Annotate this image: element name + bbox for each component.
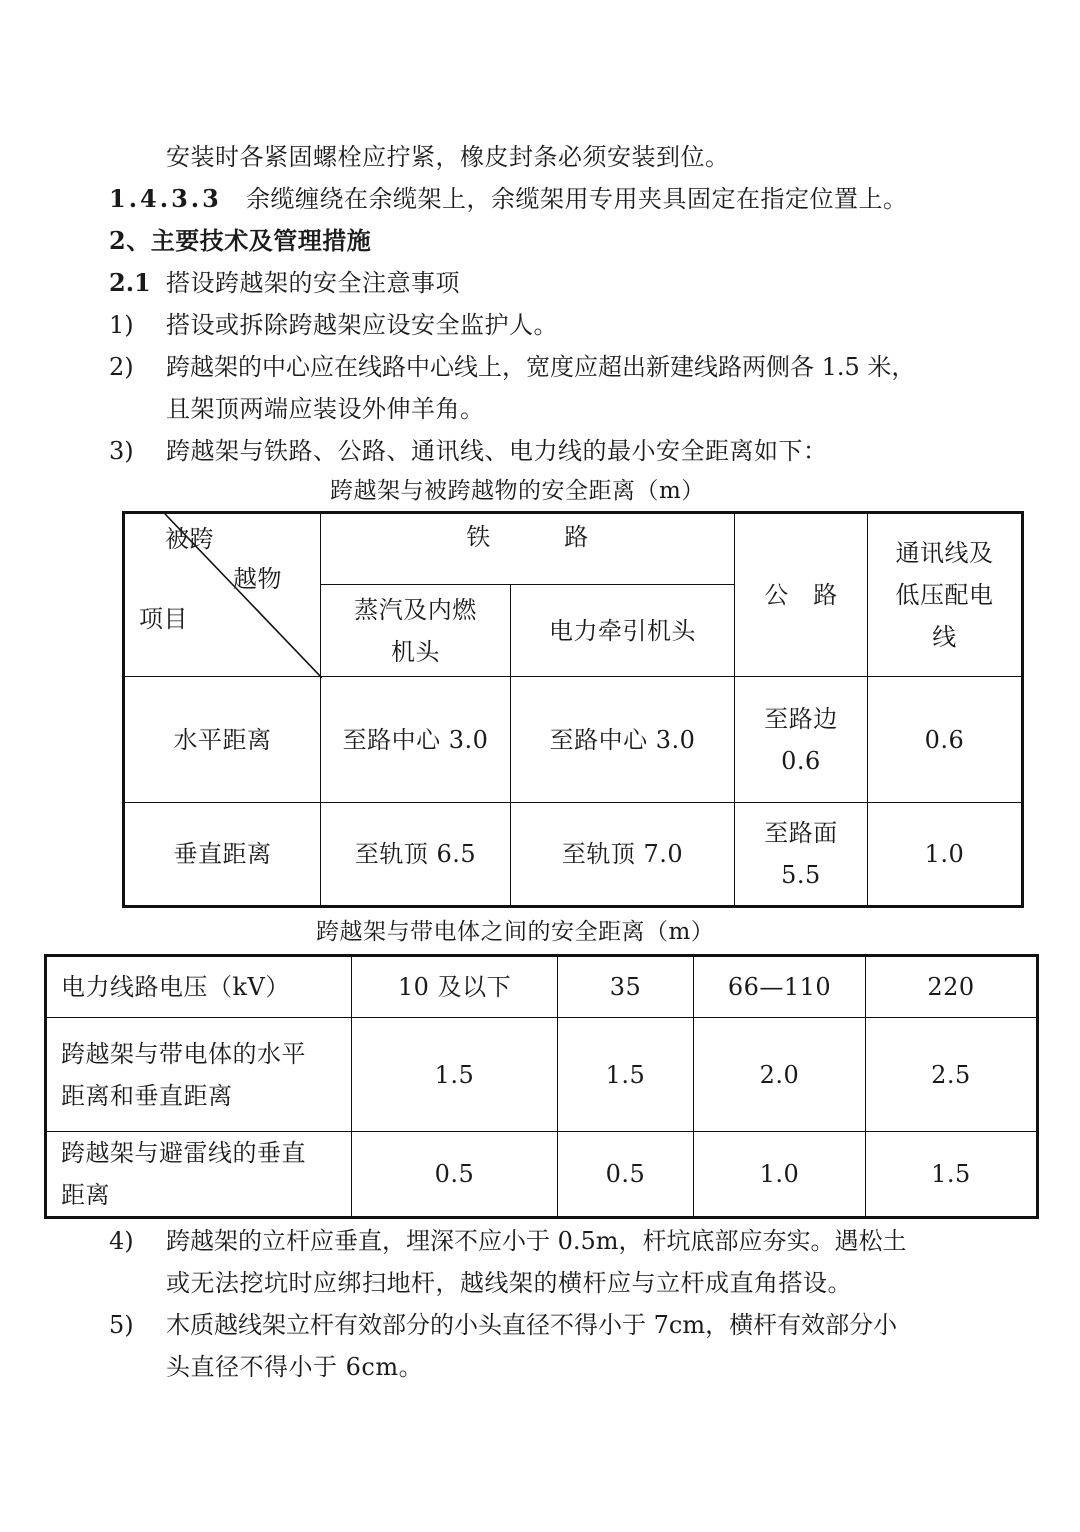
list-item-text: 头直径不得小于 6cm。 <box>166 1353 424 1381</box>
list-item-text: 跨越架与铁路、公路、通讯线、电力线的最小安全距离如下： <box>166 437 828 465</box>
header-electric: 电力牵引机头 <box>511 585 735 677</box>
corner-label-top: 被跨 <box>165 525 214 553</box>
cell-value: 1.0 <box>694 1132 866 1218</box>
header-value: 10 及以下 <box>352 956 558 1018</box>
row-label <box>46 1132 352 1218</box>
row-label <box>46 1018 352 1132</box>
row-label-line: 跨越架与带电体的水平 <box>61 1039 306 1068</box>
cell-value: 1.5 <box>558 1018 694 1132</box>
crossing-distance-table <box>122 511 1024 908</box>
row-label-line: 距离和垂直距离 <box>61 1081 233 1110</box>
table-row <box>46 1018 1038 1132</box>
table-row <box>124 803 1023 907</box>
list-item-text: 木质越线架立杆有效部分的小头直径不得小于 7cm，横杆有效部分小 <box>166 1311 898 1339</box>
header-comm <box>868 513 1023 677</box>
list-item-text: 且架顶两端应装设外伸羊角。 <box>166 395 485 423</box>
header-comm-line: 低压配电 <box>895 581 994 609</box>
header-comm-line: 通讯线及 <box>895 539 994 567</box>
header-value: 220 <box>866 956 1038 1018</box>
row-label-line: 跨越架与避雷线的垂直 <box>61 1139 306 1167</box>
list-item-text: 跨越架的中心应在线路中心线上，宽度应超出新建线路两侧各 1.5 米， <box>166 353 916 381</box>
table-row <box>46 1132 1038 1218</box>
live-conductor-distance-table <box>44 954 1039 1219</box>
diagonal-line <box>125 514 322 678</box>
cell-value <box>735 677 868 803</box>
table-caption: 跨越架与被跨越物的安全距离（m） <box>330 478 705 504</box>
header-road: 公 路 <box>735 513 868 677</box>
corner-label-bottom: 项目 <box>139 605 188 633</box>
cell-value: 2.0 <box>694 1018 866 1132</box>
header-steam <box>321 585 511 677</box>
section-heading: 2、主要技术及管理措施 <box>109 226 372 255</box>
header-value: 35 <box>558 956 694 1018</box>
list-number: 3) <box>109 437 134 465</box>
table-row <box>124 677 1023 803</box>
row-label-line: 距离 <box>61 1181 110 1209</box>
cell-value: 至路中心 3.0 <box>511 677 735 803</box>
cell-line: 至路边 <box>764 704 838 733</box>
cell-value: 2.5 <box>866 1018 1038 1132</box>
section-number: 1.4.3.3 <box>109 184 222 213</box>
cell-value: 0.5 <box>558 1132 694 1218</box>
header-value: 66—110 <box>694 956 866 1018</box>
list-number: 2) <box>109 353 134 381</box>
header-steam-line: 机头 <box>391 637 440 666</box>
list-item-text: 或无法挖坑时应绑扫地杆，越线架的横杆应与立杆成直角搭设。 <box>166 1269 852 1297</box>
cell-value <box>735 803 868 907</box>
cell-value: 1.0 <box>868 803 1023 907</box>
table-caption: 跨越架与带电体之间的安全距离（m） <box>316 919 715 945</box>
row-label: 水平距离 <box>124 677 321 803</box>
subsection-number: 2.1 <box>109 268 151 297</box>
cell-line: 至路面 <box>764 819 838 847</box>
row-label: 垂直距离 <box>124 803 321 907</box>
list-item-text: 跨越架的立杆应垂直，埋深不应小于 0.5m，杆坑底部应夯实。遇松土 <box>166 1227 907 1255</box>
list-item-text: 搭设或拆除跨越架应设安全监护人。 <box>166 311 558 339</box>
subsection-title: 搭设跨越架的安全注意事项 <box>166 269 460 297</box>
paragraph-line: 余缆缠绕在余缆架上，余缆架用专用夹具固定在指定位置上。 <box>246 185 908 213</box>
paragraph-line: 安装时各紧固螺栓应拧紧，橡皮封条必须安装到位。 <box>166 143 730 171</box>
header-voltage: 电力线路电压（kV） <box>46 956 352 1018</box>
cell-value: 至轨顶 6.5 <box>321 803 511 907</box>
cell-line: 0.6 <box>781 746 821 775</box>
cell-value: 1.5 <box>352 1018 558 1132</box>
cell-value: 至路中心 3.0 <box>321 677 511 803</box>
cell-value: 1.5 <box>866 1132 1038 1218</box>
list-number: 5) <box>109 1311 134 1339</box>
list-number: 1) <box>109 311 134 339</box>
list-number: 4) <box>109 1227 134 1255</box>
cell-line: 5.5 <box>781 861 821 889</box>
cell-value: 0.5 <box>352 1132 558 1218</box>
table-corner-cell <box>124 513 321 677</box>
header-railway: 铁 路 <box>321 513 735 585</box>
table-header-row <box>46 956 1038 1018</box>
header-comm-line: 线 <box>932 623 957 651</box>
corner-label-mid: 越物 <box>233 565 282 593</box>
cell-value: 0.6 <box>868 677 1023 803</box>
header-steam-line: 蒸汽及内燃 <box>354 595 477 624</box>
cell-value: 至轨顶 7.0 <box>511 803 735 907</box>
